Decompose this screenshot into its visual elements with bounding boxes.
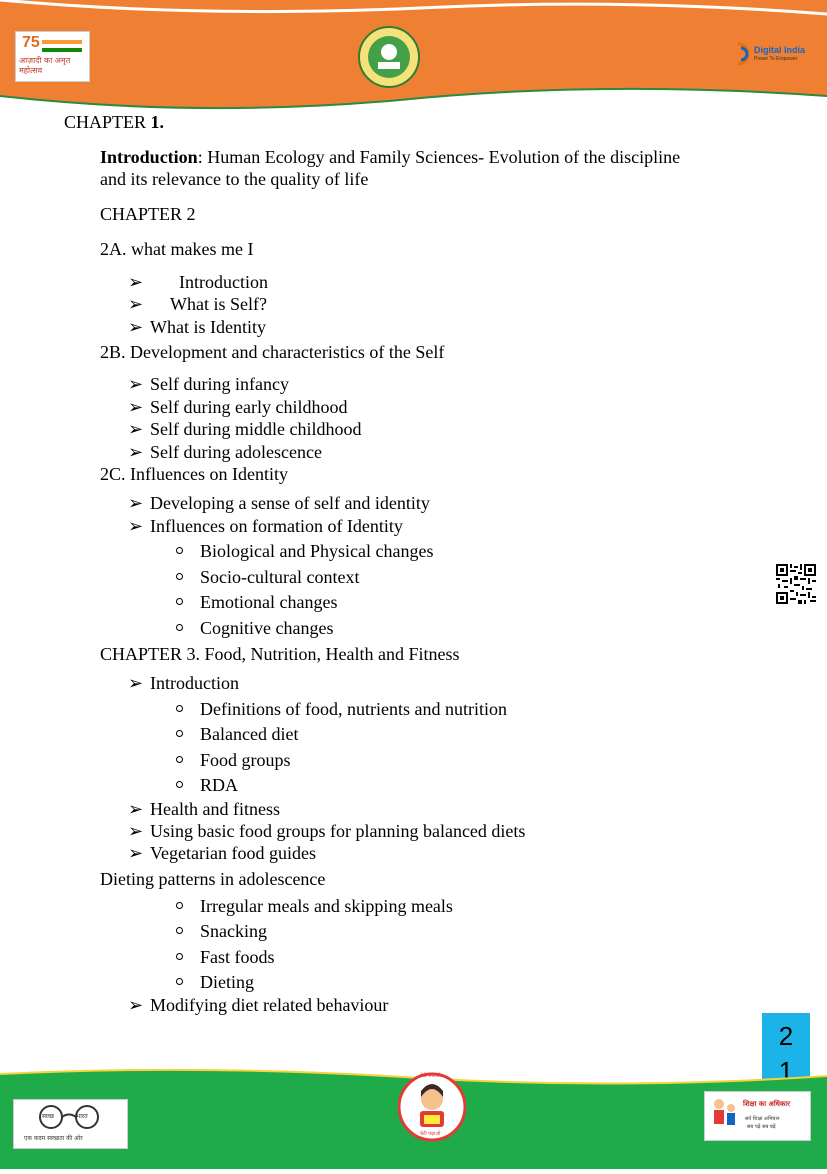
list-item: Self during infancy (150, 374, 289, 394)
sub-list-item: Cognitive changes (200, 618, 334, 638)
bullet-arrow-icon: ➢ (128, 673, 144, 693)
sub-list-item: Fast foods (200, 947, 275, 967)
section-2b-heading: 2B. Development and characteristics of the Self (100, 342, 445, 362)
scert-emblem-logo (358, 26, 420, 88)
chapter-1-intro-line-1: Introduction: Human Ecology and Family Sciences- Evolution of the discipline (100, 147, 681, 167)
list-item: Health and fitness (150, 799, 280, 819)
bullet-arrow-icon: ➢ (128, 442, 144, 462)
digital-india-logo: Digital India Power To Empower (734, 42, 804, 68)
bullet-arrow-icon: ➢ (128, 419, 144, 439)
list-item: Self during adolescence (150, 442, 322, 462)
children-reading-icon (709, 1096, 739, 1136)
page-number-badge: 2 1 (762, 1013, 810, 1093)
circle-bullet-icon (176, 953, 183, 960)
shiksha-ka-adhikar-logo: शिक्षा का अधिकार सर्व शिक्षा अभियान सब पढ़ें सब बढ़ें (704, 1091, 811, 1141)
circle-bullet-icon (176, 781, 183, 788)
list-item: Influences on formation of Identity (150, 516, 403, 536)
list-item: Introduction (150, 673, 239, 693)
circle-bullet-icon (176, 573, 183, 580)
sub-list-item: Definitions of food, nutrients and nutrition (200, 699, 507, 719)
chapter-1-heading: CHAPTER 1. (64, 112, 165, 132)
circle-bullet-icon (176, 598, 183, 605)
azadi-ka-amrit-mahotsav-logo: 75 आज़ादी का अमृत महोत्सव (15, 31, 90, 82)
bullet-arrow-icon: ➢ (128, 397, 144, 417)
bullet-arrow-icon: ➢ (128, 374, 144, 394)
section-2a-heading: 2A. what makes me I (100, 239, 254, 259)
circle-bullet-icon (176, 927, 183, 934)
bullet-arrow-icon: ➢ (128, 821, 144, 841)
circle-bullet-icon (176, 705, 183, 712)
sub-list-item: Dieting (200, 972, 254, 992)
list-item: What is Self? (170, 294, 267, 314)
dieting-heading: Dieting patterns in adolescence (100, 869, 326, 889)
tricolor-flag-icon (42, 40, 82, 52)
bullet-arrow-icon: ➢ (128, 317, 144, 337)
qr-code-icon[interactable] (776, 564, 816, 604)
bullet-arrow-icon: ➢ (128, 272, 144, 292)
circle-bullet-icon (176, 902, 183, 909)
circle-bullet-icon (176, 756, 183, 763)
chapter-3-heading: CHAPTER 3. Food, Nutrition, Health and Fitness (100, 644, 460, 664)
list-item: Developing a sense of self and identity (150, 493, 430, 513)
list-item: Using basic food groups for planning balanced diets (150, 821, 526, 841)
list-item: Vegetarian food guides (150, 843, 316, 863)
sub-list-item: RDA (200, 775, 239, 795)
circle-bullet-icon (176, 730, 183, 737)
circle-bullet-icon (176, 624, 183, 631)
sub-list-item: Biological and Physical changes (200, 541, 434, 561)
list-item: Introduction (179, 272, 268, 292)
list-item: What is Identity (150, 317, 266, 337)
digital-india-icon (734, 42, 752, 66)
sub-list-item: Snacking (200, 921, 267, 941)
circle-bullet-icon (176, 978, 183, 985)
list-item: Self during early childhood (150, 397, 348, 417)
bullet-arrow-icon: ➢ (128, 995, 144, 1015)
bullet-arrow-icon: ➢ (128, 843, 144, 863)
page-header (0, 0, 827, 110)
sub-list-item: Emotional changes (200, 592, 338, 612)
sub-list-item: Food groups (200, 750, 291, 770)
bullet-arrow-icon: ➢ (128, 799, 144, 819)
sub-list-item: Balanced diet (200, 724, 299, 744)
list-item: Self during middle childhood (150, 419, 362, 439)
swachh-bharat-logo: स्वच्छ भारत एक कदम स्वच्छता की ओर (13, 1099, 128, 1149)
sub-list-item: Socio-cultural context (200, 567, 360, 587)
page-footer (0, 1060, 827, 1169)
bullet-arrow-icon: ➢ (128, 493, 144, 513)
beti-bachao-logo: बेटी बचाओ बेटी पढ़ाओ (398, 1071, 466, 1143)
bullet-arrow-icon: ➢ (128, 294, 144, 314)
chapter-2-heading: CHAPTER 2 (100, 204, 196, 224)
sub-list-item: Irregular meals and skipping meals (200, 896, 453, 916)
section-2c-heading: 2C. Influences on Identity (100, 464, 288, 484)
chapter-1-intro-line-2: and its relevance to the quality of life (100, 169, 369, 189)
circle-bullet-icon (176, 547, 183, 554)
list-item: Modifying diet related behaviour (150, 995, 389, 1015)
bullet-arrow-icon: ➢ (128, 516, 144, 536)
